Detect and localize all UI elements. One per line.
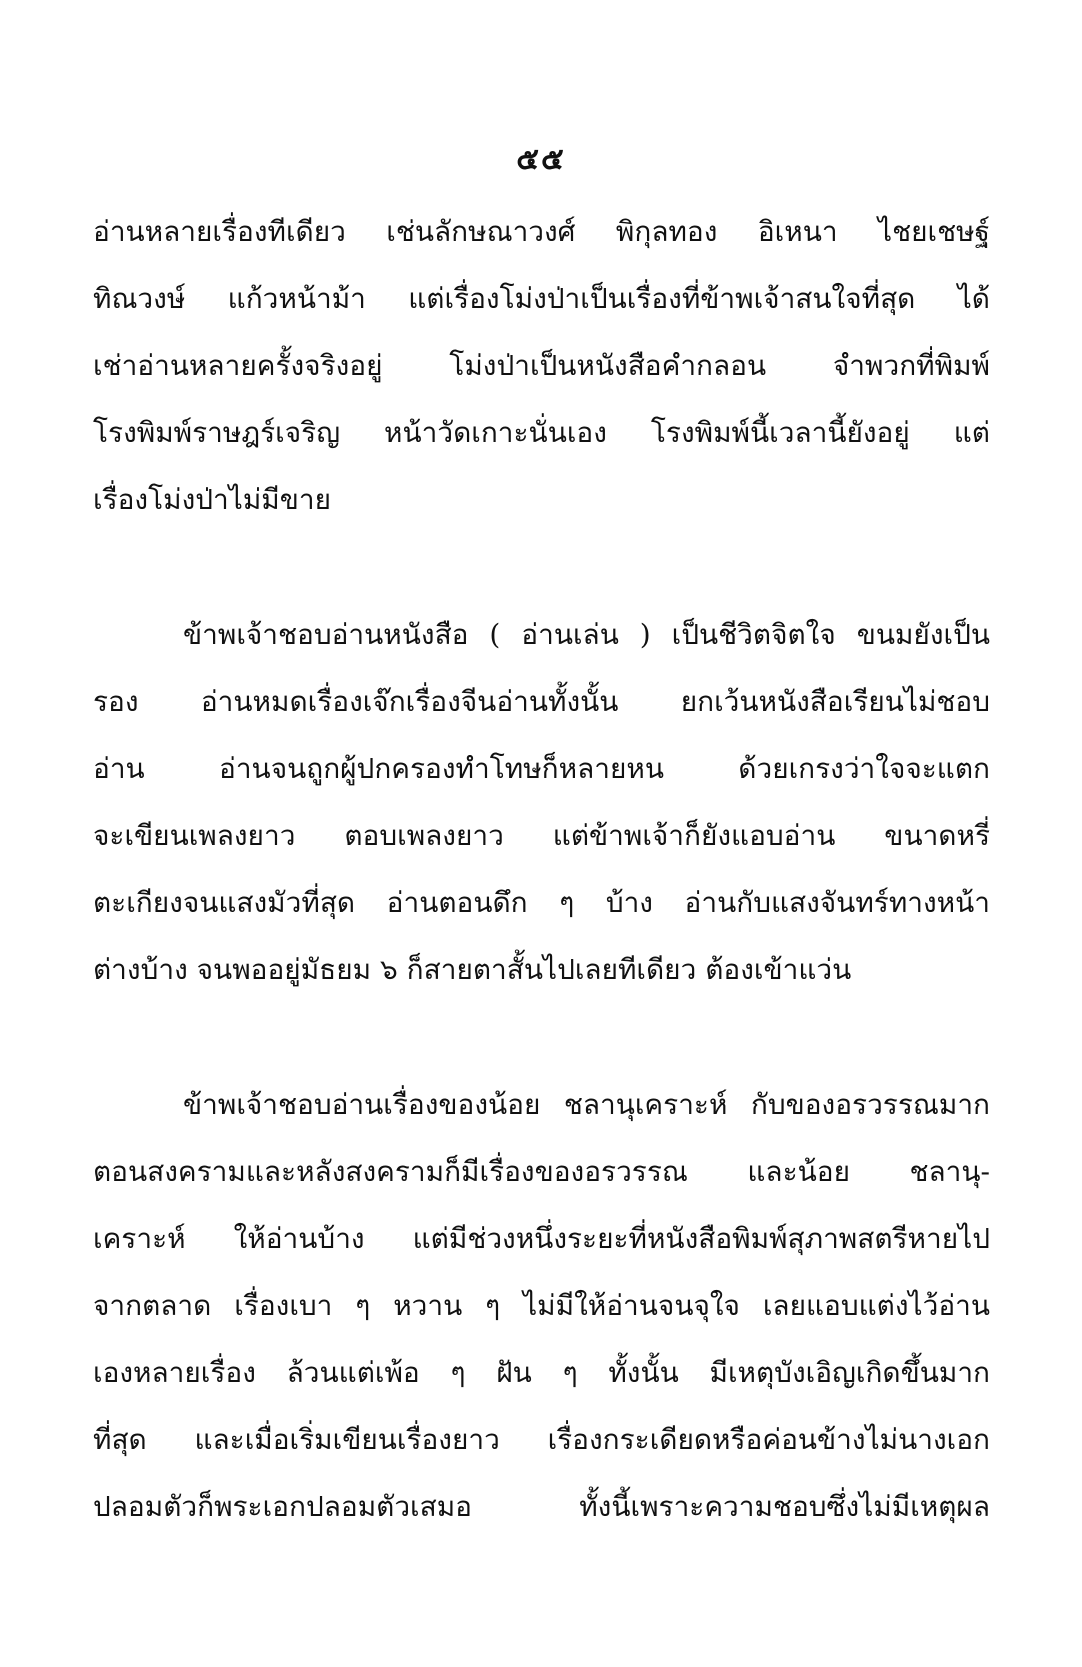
text-line: ทิณวงษ์ แก้วหน้าม้า แต่เรื่องโม่งป่าเป็นเรื่องที่ข้าพเจ้าสนใจที่สุด ได้ xyxy=(93,282,990,315)
text-line: ตะเกียงจนแสงมัวที่สุด อ่านตอนดึก ๆ บ้าง อ่านกับแสงจันทร์ทางหน้า xyxy=(93,886,990,919)
text-line: อ่าน อ่านจนถูกผู้ปกครองทำโทษก็หลายหน ด้วยเกรงว่าใจจะแตก xyxy=(93,752,990,785)
page-number: ๕๕ xyxy=(516,142,566,177)
text-line: จากตลาด เรื่องเบา ๆ หวาน ๆ ไม่มีให้อ่านจนจุใจ เลยแอบแต่งไว้อ่าน xyxy=(93,1289,990,1322)
paragraph xyxy=(93,198,990,533)
text-line: ต่างบ้าง จนพออยู่มัธยม ๖ ก็สายตาสั้นไปเลยทีเดียว ต้องเข้าแว่น xyxy=(93,953,852,986)
text-line: เคราะห์ ให้อ่านบ้าง แต่มีช่วงหนึ่งระยะที่หนังสือพิมพ์สุภาพสตรีหายไป xyxy=(93,1222,990,1255)
text-line: ปลอมตัวก็พระเอกปลอมตัวเสมอ ทั้งนี้เพราะความชอบซึ่งไม่มีเหตุผล xyxy=(93,1490,990,1523)
body-text xyxy=(93,198,990,1540)
text-line: ข้าพเจ้าชอบอ่านเรื่องของน้อย ชลานุเคราะห์ กับของอรวรรณมาก xyxy=(183,1088,990,1121)
paragraph-spacer xyxy=(93,1003,990,1071)
text-line: เช่าอ่านหลายครั้งจริงอยู่ โม่งป่าเป็นหนังสือคำกลอน จำพวกที่พิมพ์ xyxy=(93,349,990,382)
text-line: ที่สุด และเมื่อเริ่มเขียนเรื่องยาว เรื่องกระเดียดหรือค่อนข้างไม่นางเอก xyxy=(93,1423,990,1456)
text-line: เองหลายเรื่อง ล้วนแต่เพ้อ ๆ ฝัน ๆ ทั้งนั้น มีเหตุบังเอิญเกิดขึ้นมาก xyxy=(93,1356,990,1389)
paragraph xyxy=(93,1071,990,1540)
text-line: ข้าพเจ้าชอบอ่านหนังสือ ( อ่านเล่น ) เป็นชีวิตจิตใจ ขนมยังเป็น xyxy=(183,618,990,651)
text-line: จะเขียนเพลงยาว ตอบเพลงยาว แต่ข้าพเจ้าก็ยังแอบอ่าน ขนาดหรี่ xyxy=(93,819,990,852)
text-line: ตอนสงครามและหลังสงครามก็มีเรื่องของอรวรรณ และน้อย ชลานุ- xyxy=(93,1155,990,1188)
paragraph-spacer xyxy=(93,533,990,601)
paragraph xyxy=(93,601,990,1003)
text-line: โรงพิมพ์ราษฎร์เจริญ หน้าวัดเกาะนั่นเอง โรงพิมพ์นี้เวลานี้ยังอยู่ แต่ xyxy=(93,416,990,449)
text-line: เรื่องโม่งป่าไม่มีขาย xyxy=(93,483,332,516)
text-line: รอง อ่านหมดเรื่องเจ๊กเรื่องจีนอ่านทั้งนั้น ยกเว้นหนังสือเรียนไม่ชอบ xyxy=(93,685,990,718)
text-line: อ่านหลายเรื่องทีเดียว เช่นลักษณาวงศ์ พิกุลทอง อิเหนา ไชยเชษฐ์ xyxy=(93,215,990,248)
